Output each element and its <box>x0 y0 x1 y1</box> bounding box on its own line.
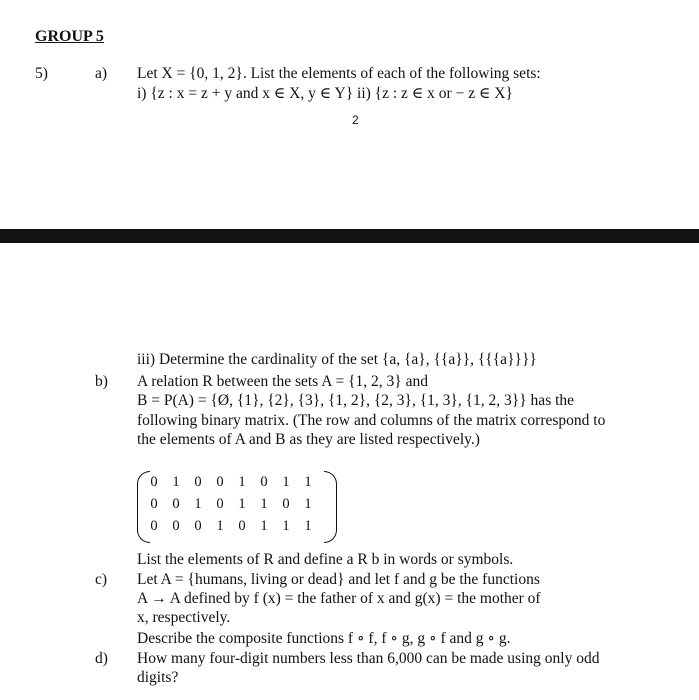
part-a-line-1: Let X = {0, 1, 2}. List the elements of each of the following sets: <box>137 65 541 82</box>
part-a-iii: iii) Determine the cardinality of the set {a, {a}, {{a}}, {{{a}}}} <box>137 351 537 368</box>
part-c-label: c) <box>95 571 108 588</box>
matrix-right-paren <box>324 471 337 543</box>
matrix-cell: 0 <box>216 496 224 512</box>
matrix-cell: 1 <box>260 496 268 512</box>
part-b-line-3: following binary matrix. (The row and columns of the matrix correspond to <box>137 412 606 429</box>
matrix-cell: 1 <box>216 518 224 534</box>
matrix-cell: 0 <box>150 518 158 534</box>
part-c-line-2: A → A defined by f (x) = the father of x and g(x) = the mother of <box>137 590 541 607</box>
group-title: GROUP 5 <box>35 28 104 45</box>
part-b-line-1: A relation R between the sets A = {1, 2, 3} and <box>137 373 428 390</box>
binary-matrix <box>137 471 337 541</box>
part-c-line-4: Describe the composite functions f ∘ f, f ∘ g, g ∘ f and g ∘ g. <box>137 630 511 647</box>
part-c-line-1: Let A = {humans, living or dead} and let f and g be the functions <box>137 571 540 588</box>
matrix-cell: 1 <box>282 518 290 534</box>
part-d-line-1: How many four-digit numbers less than 6,000 can be made using only odd <box>137 650 600 667</box>
matrix-cell: 1 <box>238 474 246 490</box>
question-number: 5) <box>35 65 48 82</box>
matrix-cell: 0 <box>282 496 290 512</box>
matrix-cell: 0 <box>172 518 180 534</box>
matrix-cell: 1 <box>304 496 312 512</box>
matrix-cell: 0 <box>150 474 158 490</box>
part-c-line-3: x, respectively. <box>137 609 231 626</box>
part-d-line-2: digits? <box>137 669 179 686</box>
part-b-line-2: B = P(A) = {Ø, {1}, {2}, {3}, {1, 2}, {2, 3}, {1, 3}, {1, 2, 3}} has the <box>137 392 575 409</box>
part-a-label: a) <box>95 65 108 82</box>
part-a-line-2: i) {z : x = z + y and x ∈ X, y ∈ Y} ii) {z : z ∈ x or − z ∈ X} <box>137 85 513 102</box>
matrix-cell: 0 <box>194 474 202 490</box>
matrix-cell: 1 <box>282 474 290 490</box>
part-b-after: List the elements of R and define a R b in words or symbols. <box>137 551 514 568</box>
matrix-cell: 1 <box>238 496 246 512</box>
matrix-cell: 0 <box>150 496 158 512</box>
matrix-cell: 0 <box>172 496 180 512</box>
page-number: 2 <box>352 113 359 127</box>
matrix-cell: 1 <box>194 496 202 512</box>
page-divider <box>0 229 699 243</box>
part-b-label: b) <box>95 373 108 390</box>
matrix-cell: 1 <box>172 474 180 490</box>
part-d-label: d) <box>95 650 108 667</box>
matrix-cell: 1 <box>304 518 312 534</box>
matrix-cell: 1 <box>260 518 268 534</box>
part-b-line-4: the elements of A and B as they are listed respectively.) <box>137 431 480 448</box>
matrix-cell: 0 <box>194 518 202 534</box>
matrix-cell: 0 <box>238 518 246 534</box>
matrix-cell: 0 <box>216 474 224 490</box>
matrix-cell: 1 <box>304 474 312 490</box>
matrix-cell: 0 <box>260 474 268 490</box>
